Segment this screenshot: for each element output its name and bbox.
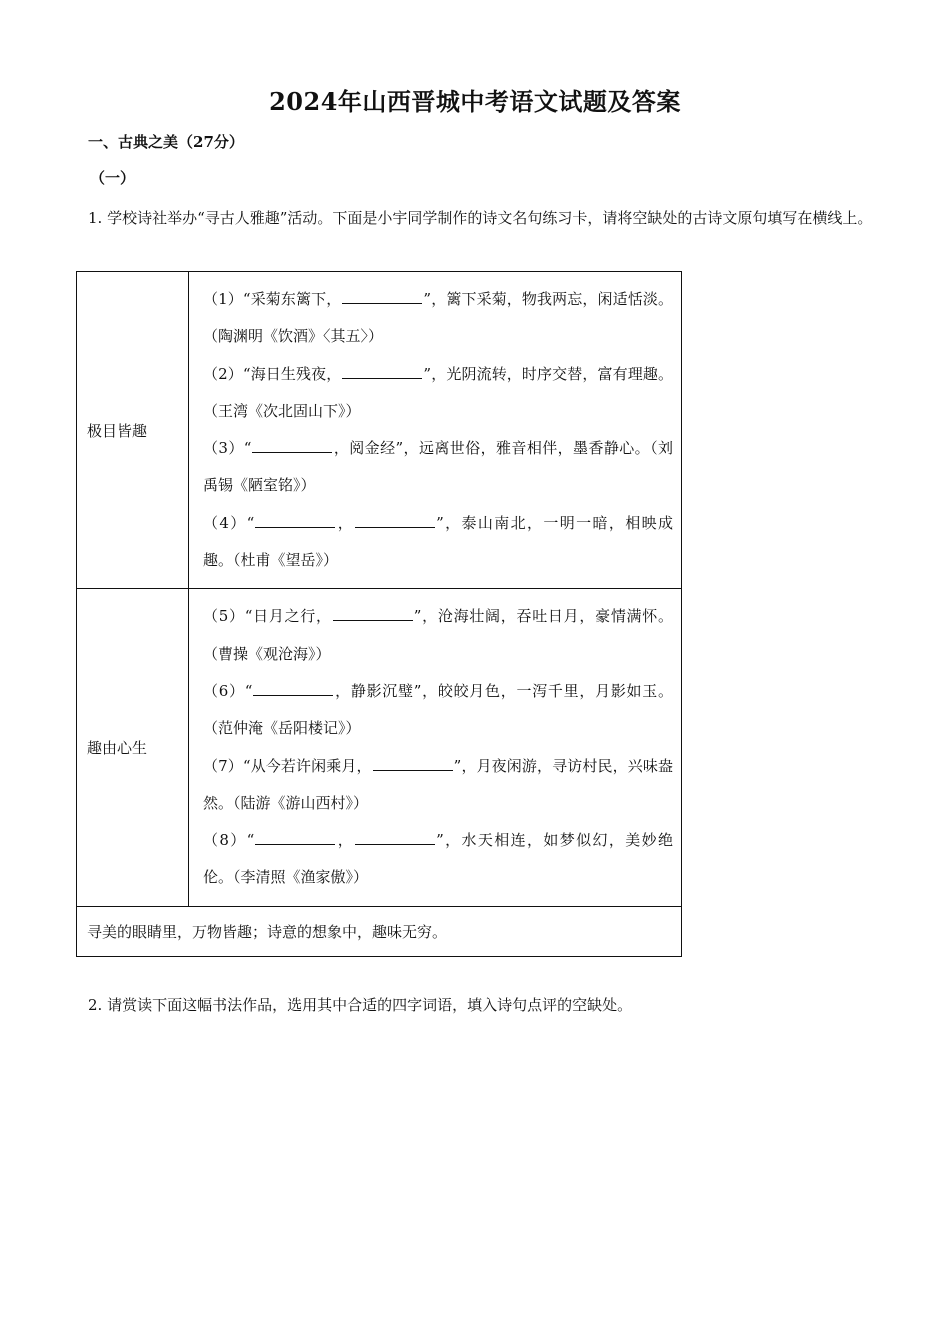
verse-item-7: （7）“从今若许闲乘月， ”，月夜闲游，寻访村民，兴味盎然。（陆游《游山西村》） [203,756,674,812]
answer-blank[interactable] [253,681,333,696]
verse-item-6: （6）“ ，静影沉璧”，皎皎月色，一泻千里，月影如玉。（范仲淹《岳阳楼记》） [203,681,673,738]
answer-blank[interactable] [333,606,413,621]
answer-blank[interactable] [255,513,335,528]
answer-blank[interactable] [255,830,335,845]
section-heading: 一、古典之美（27分） [88,133,244,151]
poetry-practice-card [76,271,682,957]
verse-list [189,589,682,906]
verse-item-2: （2）“海日生残夜， ”，光阴流转，时序交替，富有理趣。（王湾《次北固山下》） [203,364,674,420]
answer-blank[interactable] [342,289,422,304]
question-1-text: 1. 学校诗社举办“寻古人雅趣”活动。下面是小宇同学制作的诗文名句练习卡，请将空缺处的古诗文原句填写在横线上。 [88,209,873,227]
verse-item-5: （5）“日月之行， ”，沧海壮阔，吞吐日月，豪情满怀。（曹操《观沧海》） [203,607,673,663]
theme-label: 趣由心生 [77,589,189,906]
card-row-group-2 [77,589,682,906]
card-row-summary [77,906,682,956]
theme-label: 极目皆趣 [77,272,189,589]
answer-blank[interactable] [355,830,435,845]
page-title: 2024年山西晋城中考语文试题及答案 [269,87,681,116]
card-summary: 寻美的眼睛里，万物皆趣；诗意的想象中，趣味无穷。 [77,906,682,956]
verse-item-4: （4）“ ， ”，泰山南北，一明一暗，相映成趣。（杜甫《望岳》） [203,513,673,570]
verse-item-3: （3）“ ，阅金经”，远离世俗，雅音相伴，墨香静心。（刘禹锡《陋室铭》） [203,439,673,495]
verse-item-8: （8）“ ， ”，水天相连，如梦似幻，美妙绝伦。（李清照《渔家傲》） [203,831,673,887]
question-2-text: 2. 请赏读下面这幅书法作品，选用其中合适的四字词语，填入诗句点评的空缺处。 [88,996,633,1014]
subsection-heading: （一） [90,169,136,187]
verse-list [189,272,682,589]
verse-item-1: （1）“采菊东篱下， ”，篱下采菊，物我两忘，闲适恬淡。（陶渊明《饮酒》〈其五〉） [203,290,674,346]
answer-blank[interactable] [373,756,453,771]
answer-blank[interactable] [252,438,332,453]
answer-blank[interactable] [342,364,422,379]
answer-blank[interactable] [355,513,435,528]
card-row-group-1 [77,272,682,589]
